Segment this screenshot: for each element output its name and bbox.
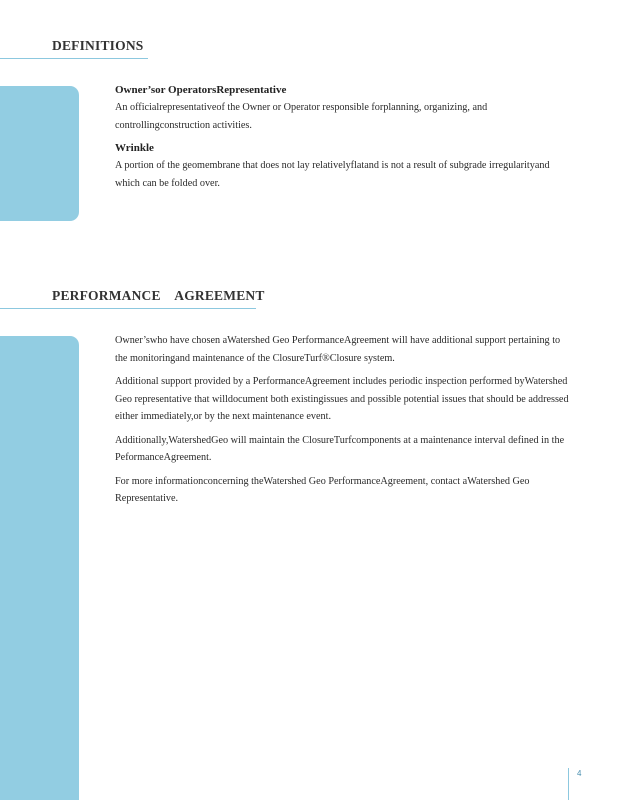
page-number: 4 (577, 769, 582, 778)
definition-term: Owner’sor OperatorsRepresentative (115, 84, 287, 96)
body-paragraph: Additional support provided by a PerformanceAgreement includes periodic inspection performed byWatershed Geo representative that willdocument both existingissues and possible potential issues that should be addressed either immediately,or by the next maintenance event. (115, 376, 569, 422)
definition-term: Wrinkle (115, 142, 154, 154)
page-number-divider (568, 768, 569, 800)
definitions-list (115, 82, 570, 198)
definitions-heading: DEFINITIONS (52, 38, 144, 53)
performance-agreement-heading: PERFORMANCE AGREEMENT (52, 288, 265, 303)
body-paragraph: Owner’swho have chosen aWatershed Geo PerformanceAgreement will have additional support pertaining to the monitoringand maintenance of the ClosureTurf®Closure system. (115, 335, 561, 364)
body-paragraph: For more informationconcerning theWatershed Geo PerformanceAgreement, contact aWatershed Geo Representative. (115, 475, 530, 504)
body-paragraph: Additionally,WatershedGeo will maintain the ClosureTurfcomponents at a maintenance interval defined in the PeformanceAgreement. (115, 434, 565, 463)
definition-text: An officialrepresentativeof the Owner or Operator responsible forplanning, organizing, and controllingconstruction activities. (115, 102, 488, 131)
definition-text: A portion of the geomembrane that does not lay relativelyflatand is not a result of subgrade irregularityand which can be folded over. (115, 160, 550, 189)
definitions-side-tab (0, 86, 79, 221)
performance-agreement-body (115, 332, 570, 514)
performance-agreement-heading-rule (0, 308, 256, 309)
definitions-heading-rule (0, 58, 148, 59)
performance-agreement-side-tab (0, 336, 79, 800)
